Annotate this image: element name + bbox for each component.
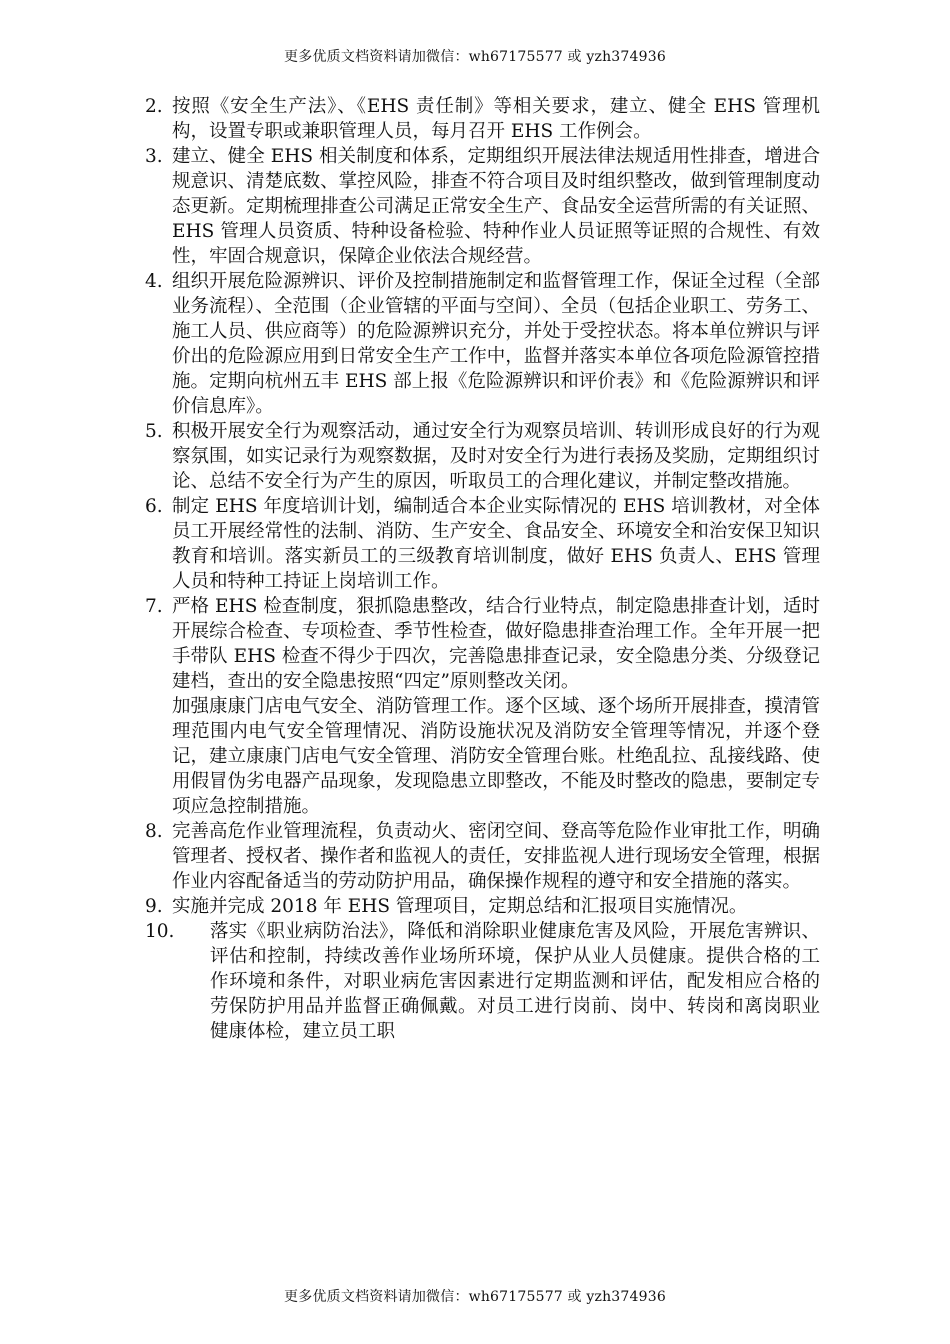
item-number: 7. xyxy=(145,596,163,617)
list-item xyxy=(145,894,820,919)
item-number: 10. xyxy=(145,921,175,942)
item-text: 按照《安全生产法》、《EHS 责任制》等相关要求，建立、健全 EHS 管理机构，设置专职或兼职管理人员，每月召开 EHS 工作例会。 xyxy=(172,96,820,142)
list-item xyxy=(145,919,820,1044)
item-text: 落实《职业病防治法》，降低和消除职业健康危害及风险，开展危害辨识、评估和控制，持续改善作业场所环境，保护从业人员健康。提供合格的工作环境和条件，对职业病危害因素进行定期监测和评估，配发相应合格的劳保防护用品并监督正确佩戴。对员工进行岗前、岗中、转岗和离岗职业健康体检，建立员工职 xyxy=(210,921,820,1042)
item-text: 完善高危作业管理流程，负责动火、密闭空间、登高等危险作业审批工作，明确管理者、授权者、操作者和监视人的责任，安排监视人进行现场安全管理，根据作业内容配备适当的劳动防护用品，确保操作规程的遵守和安全措施的落实。 xyxy=(172,821,820,892)
body-paragraph: 加强康康门店电气安全、消防管理工作。逐个区域、逐个场所开展排查，摸清管理范围内电气安全管理情况、消防设施状况及消防安全管理等情况，并逐个登记，建立康康门店电气安全管理、消防安全管理台账。杜绝乱拉、乱接线路、使用假冒伪劣电器产品现象，发现隐患立即整改，不能及时整改的隐患，要制定专项应急控制措施。 xyxy=(172,696,820,817)
item-number: 4. xyxy=(145,271,163,292)
document-body xyxy=(145,94,820,1044)
list-item xyxy=(145,419,820,494)
item-number: 5. xyxy=(145,421,163,442)
item-text: 严格 EHS 检查制度，狠抓隐患整改，结合行业特点，制定隐患排查计划，适时开展综合检查、专项检查、季节性检查，做好隐患排查治理工作。全年开展一把手带队 EHS 检查不得少于四次，完善隐患排查记录，安全隐患分类、分级登记建档，查出的安全隐患按照“四定”原则整改关闭。 xyxy=(172,596,820,692)
item-number: 8. xyxy=(145,821,163,842)
item-number: 3. xyxy=(145,146,163,167)
page-footer: 更多优质文档资料请加微信：wh67175577 或 yzh374936 xyxy=(284,1289,666,1305)
item-text: 积极开展安全行为观察活动，通过安全行为观察员培训、转训形成良好的行为观察氛围，如实记录行为观察数据，及时对安全行为进行表扬及奖励，定期组织讨论、总结不安全行为产生的原因，听取员工的合理化建议，并制定整改措施。 xyxy=(172,421,820,492)
item-number: 2. xyxy=(145,96,163,117)
item-number: 9. xyxy=(145,896,163,917)
page-header: 更多优质文档资料请加微信：wh67175577 或 yzh374936 xyxy=(284,49,666,65)
item-text: 组织开展危险源辨识、评价及控制措施制定和监督管理工作，保证全过程（全部业务流程）、全范围（企业管辖的平面与空间）、全员（包括企业职工、劳务工、施工人员、供应商等）的危险源辨识充分，并处于受控状态。将本单位辨识与评价出的危险源应用到日常安全生产工作中，监督并落实本单位各项危险源管控措施。定期向杭州五丰 EHS 部上报《危险源辨识和评价表》和《危险源辨识和评价信息库》。 xyxy=(172,271,820,417)
list-item xyxy=(145,269,820,419)
list-item xyxy=(145,144,820,269)
list-item xyxy=(145,94,820,144)
list-item xyxy=(145,494,820,594)
list-item xyxy=(145,819,820,894)
item-text: 实施并完成 2018 年 EHS 管理项目，定期总结和汇报项目实施情况。 xyxy=(172,896,748,917)
list-item xyxy=(145,594,820,694)
item-text: 建立、健全 EHS 相关制度和体系，定期组织开展法律法规适用性排查，增进合规意识、清楚底数、掌控风险，排查不符合项目及时组织整改，做到管理制度动态更新。定期梳理排查公司满足正常安全生产、食品安全运营所需的有关证照、EHS 管理人员资质、特种设备检验、特种作业人员证照等证照的合规性、有效性，牢固合规意识，保障企业依法合规经营。 xyxy=(172,146,820,267)
item-number: 6. xyxy=(145,496,163,517)
item-text: 制定 EHS 年度培训计划，编制适合本企业实际情况的 EHS 培训教材，对全体员工开展经常性的法制、消防、生产安全、食品安全、环境安全和治安保卫知识教育和培训。落实新员工的三级教育培训制度，做好 EHS 负责人、EHS 管理人员和特种工持证上岗培训工作。 xyxy=(172,496,820,592)
